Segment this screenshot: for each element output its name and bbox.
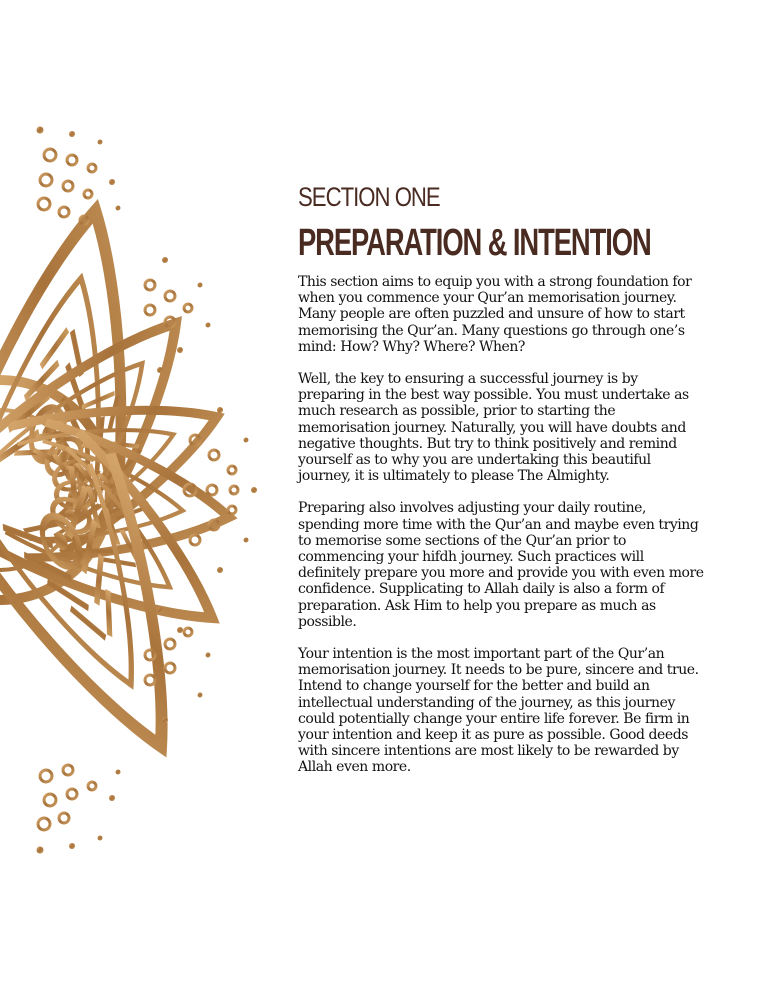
paragraph-daily-routine: Preparing also involves adjusting your daily routine, spending more time with the Qur’an and maybe even trying to memorise some sections of the Qur’an prior to commencing your hifdh journey. Such practices will definitely prepare you more and provide you with even more confidence. Supplicating to Allah daily is also a form of preparation. Ask Him to help you prepare as much as possible. [298, 500, 704, 630]
section-title: PREPARATION & INTENTION [298, 222, 651, 264]
mandala-ornament-icon [0, 110, 270, 870]
paragraph-intro: This section aims to equip you with a strong foundation for when you commence your Qur’an memorisation journey. Many people are often puzzled and unsure of how to start memorising the Qur’an. Many questions go through one’s mind: How? Why? Where? When? [298, 274, 692, 355]
section-label: SECTION ONE [298, 182, 440, 212]
paragraph-intention: Your intention is the most important part of the Qur’an memorisation journey. It needs to be pure, sincere and true. Intend to change yourself for the better and build an intellectual understanding of the journey, as this journey could potentially change your entire life forever. Be firm in your intention and keep it as pure as possible. Good deeds with sincere intentions are most likely to be rewarded by Allah even more. [298, 646, 699, 776]
paragraph-preparing-best-way: Well, the key to ensuring a successful journey is by preparing in the best way possible. You must undertake as much research as possible, prior to starting the memorisation journey. Naturally, you will have doubts and negative thoughts. But try to think positively and remind yourself as to why you are undertaking this beautiful journey, it is ultimately to please The Almighty. [298, 371, 689, 485]
section-content [298, 180, 706, 792]
